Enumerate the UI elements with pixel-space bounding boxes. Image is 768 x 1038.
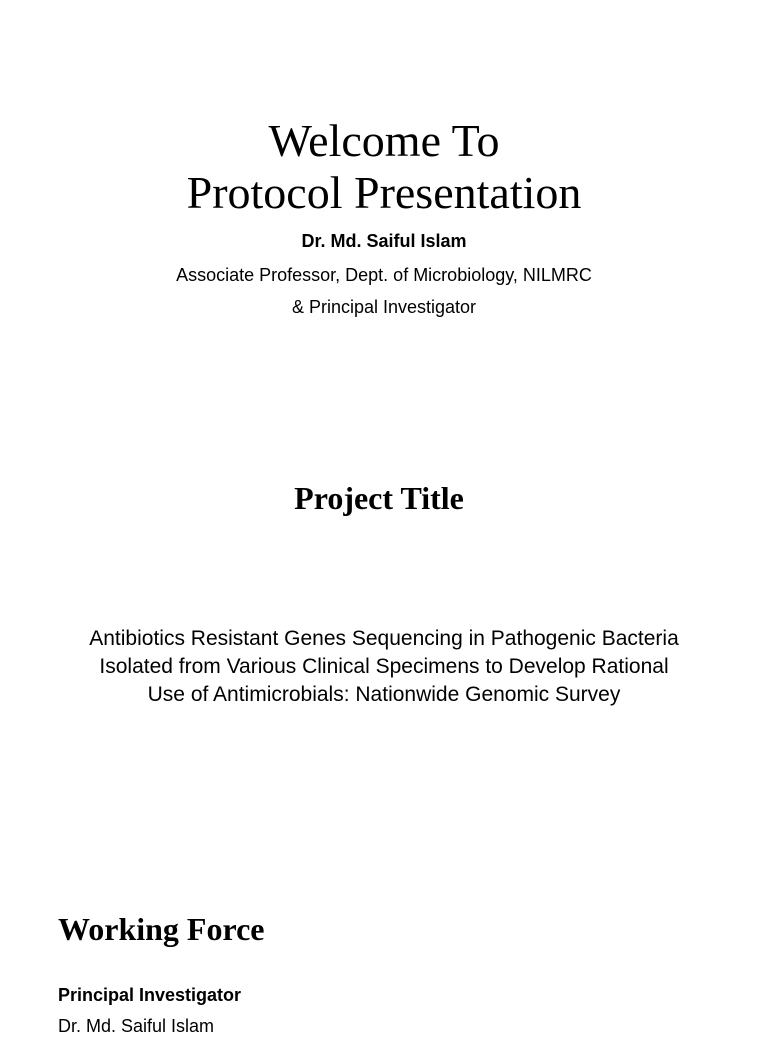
project-title-line-3: Use of Antimicrobials: Nationwide Genomic Survey	[147, 683, 621, 706]
author-name: Dr. Md. Saiful Islam	[301, 231, 467, 251]
welcome-title-line-2: Protocol Presentation	[186, 167, 582, 218]
project-title-heading: Project Title	[294, 480, 464, 516]
working-force-heading: Working Force	[58, 911, 265, 947]
author-position: Associate Professor, Dept. of Microbiology, NILMRC	[176, 265, 592, 285]
project-title-line-2: Isolated from Various Clinical Specimens to Develop Rational	[99, 655, 669, 678]
welcome-title-line-1: Welcome To	[268, 115, 500, 166]
project-title-line-1: Antibiotics Resistant Genes Sequencing in Pathogenic Bacteria	[89, 627, 679, 650]
principal-investigator-label: Principal Investigator	[58, 985, 242, 1005]
author-role: & Principal Investigator	[291, 297, 477, 317]
principal-investigator-name: Dr. Md. Saiful Islam	[58, 1016, 215, 1036]
